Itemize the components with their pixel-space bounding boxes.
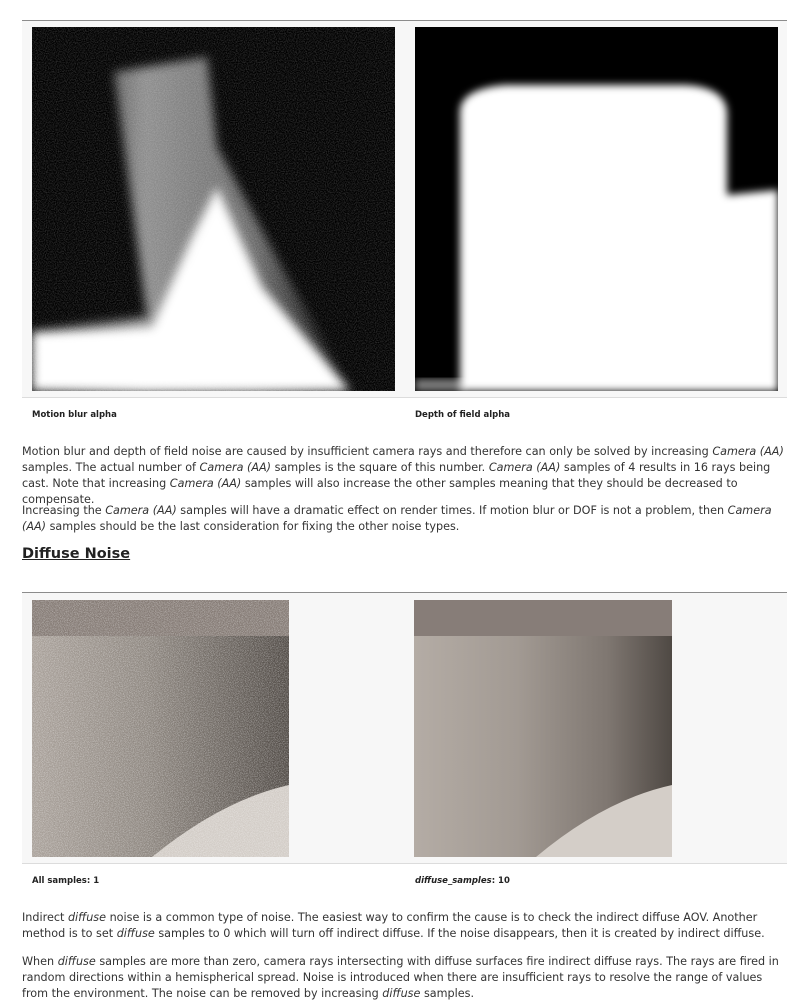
diffuse-samples-10-image xyxy=(414,600,672,857)
all-samples-caption: All samples: 1 xyxy=(32,876,100,886)
all-samples-1-image xyxy=(32,600,289,857)
paragraph-render-times: Increasing the Camera (AA) samples will have a dramatic effect on render times. If motion blur or DOF is not a problem, then Camera (AA) samples should be the last consideration for fixing the other noise types. xyxy=(22,504,772,533)
depth-of-field-alpha-image xyxy=(415,27,778,391)
motion-blur-caption: Motion blur alpha xyxy=(32,410,117,420)
motion-blur-alpha-image xyxy=(32,27,395,391)
paragraph-indirect-diffuse: Indirect diffuse noise is a common type of noise. The easiest way to confirm the cause is to check the indirect diffuse AOV. Another method is to set diffuse samples to 0 which will turn off indirect diffuse. If the noise disappears, then it is created by indirect diffuse. xyxy=(22,911,765,940)
paragraph-diffuse-rays: When diffuse samples are more than zero, camera rays intersecting with diffuse surfaces fire indirect diffuse rays. The rays are fired in random directions within a hemispherical spread. Noise is introduced when there are insufficient rays to resolve the range of values from the environment. The noise can be removed by increasing diffuse samples. xyxy=(22,955,779,1000)
diffuse-noise-heading: Diffuse Noise xyxy=(22,546,131,562)
diffuse-samples-caption: diffuse_samples: 10 xyxy=(415,876,510,886)
depth-of-field-caption: Depth of field alpha xyxy=(415,410,511,420)
paragraph-camera-aa: Motion blur and depth of field noise are caused by insufficient camera rays and therefore can only be solved by increasing Camera (AA) samples. The actual number of Camera (AA) samples is the square of this number. Camera (AA) samples of 4 results in 16 rays being cast. Note that increasing Camera (AA) samples will also increase the other samples meaning that they should be decreased to compensate. xyxy=(22,445,784,506)
